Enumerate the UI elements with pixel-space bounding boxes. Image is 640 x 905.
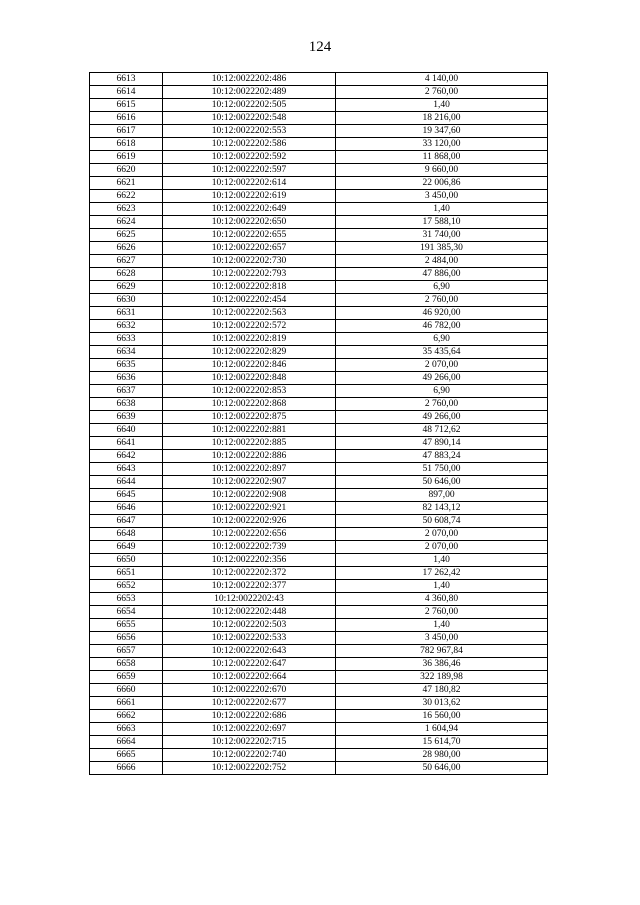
cadastral-number-cell: 10:12:0022202:503 xyxy=(163,619,336,632)
value-cell: 2 760,00 xyxy=(336,294,548,307)
table-row xyxy=(90,398,548,411)
value-cell: 19 347,60 xyxy=(336,125,548,138)
row-number-cell: 6634 xyxy=(90,346,163,359)
row-number-cell: 6616 xyxy=(90,112,163,125)
value-cell: 36 386,46 xyxy=(336,658,548,671)
row-number-cell: 6660 xyxy=(90,684,163,697)
cadastral-number-cell: 10:12:0022202:548 xyxy=(163,112,336,125)
table-row xyxy=(90,268,548,281)
cadastral-number-cell: 10:12:0022202:454 xyxy=(163,294,336,307)
table-row xyxy=(90,281,548,294)
cadastral-number-cell: 10:12:0022202:752 xyxy=(163,762,336,775)
row-number-cell: 6659 xyxy=(90,671,163,684)
cadastral-number-cell: 10:12:0022202:43 xyxy=(163,593,336,606)
row-number-cell: 6644 xyxy=(90,476,163,489)
table-row xyxy=(90,242,548,255)
row-number-cell: 6643 xyxy=(90,463,163,476)
table-row xyxy=(90,372,548,385)
row-number-cell: 6647 xyxy=(90,515,163,528)
table-row xyxy=(90,749,548,762)
cadastral-number-cell: 10:12:0022202:846 xyxy=(163,359,336,372)
value-cell: 3 450,00 xyxy=(336,190,548,203)
row-number-cell: 6635 xyxy=(90,359,163,372)
value-cell: 1,40 xyxy=(336,203,548,216)
row-number-cell: 6651 xyxy=(90,567,163,580)
table-row xyxy=(90,541,548,554)
value-cell: 33 120,00 xyxy=(336,138,548,151)
value-cell: 46 782,00 xyxy=(336,320,548,333)
table-row xyxy=(90,99,548,112)
cadastral-number-cell: 10:12:0022202:677 xyxy=(163,697,336,710)
table-row xyxy=(90,671,548,684)
row-number-cell: 6623 xyxy=(90,203,163,216)
table-row xyxy=(90,528,548,541)
row-number-cell: 6652 xyxy=(90,580,163,593)
table-row xyxy=(90,606,548,619)
row-number-cell: 6631 xyxy=(90,307,163,320)
value-cell: 4 360,80 xyxy=(336,593,548,606)
row-number-cell: 6625 xyxy=(90,229,163,242)
value-cell: 17 262,42 xyxy=(336,567,548,580)
value-cell: 49 266,00 xyxy=(336,411,548,424)
row-number-cell: 6624 xyxy=(90,216,163,229)
row-number-cell: 6630 xyxy=(90,294,163,307)
row-number-cell: 6645 xyxy=(90,489,163,502)
value-cell: 1,40 xyxy=(336,554,548,567)
row-number-cell: 6648 xyxy=(90,528,163,541)
table-row xyxy=(90,567,548,580)
value-cell: 47 180,82 xyxy=(336,684,548,697)
value-cell: 2 484,00 xyxy=(336,255,548,268)
table-row xyxy=(90,229,548,242)
cadastral-number-cell: 10:12:0022202:489 xyxy=(163,86,336,99)
cadastral-number-cell: 10:12:0022202:448 xyxy=(163,606,336,619)
value-cell: 2 070,00 xyxy=(336,359,548,372)
value-cell: 22 006,86 xyxy=(336,177,548,190)
row-number-cell: 6636 xyxy=(90,372,163,385)
cadastral-number-cell: 10:12:0022202:875 xyxy=(163,411,336,424)
cadastral-number-cell: 10:12:0022202:818 xyxy=(163,281,336,294)
table-row xyxy=(90,151,548,164)
value-cell: 48 712,62 xyxy=(336,424,548,437)
table-row xyxy=(90,294,548,307)
value-cell: 897,00 xyxy=(336,489,548,502)
value-cell: 49 266,00 xyxy=(336,372,548,385)
table-row xyxy=(90,359,548,372)
cadastral-number-cell: 10:12:0022202:647 xyxy=(163,658,336,671)
value-cell: 28 980,00 xyxy=(336,749,548,762)
value-cell: 1,40 xyxy=(336,99,548,112)
row-number-cell: 6620 xyxy=(90,164,163,177)
cadastral-number-cell: 10:12:0022202:793 xyxy=(163,268,336,281)
value-cell: 47 886,00 xyxy=(336,268,548,281)
value-cell: 6,90 xyxy=(336,385,548,398)
value-cell: 31 740,00 xyxy=(336,229,548,242)
table-row xyxy=(90,489,548,502)
cadastral-number-cell: 10:12:0022202:881 xyxy=(163,424,336,437)
table-row xyxy=(90,619,548,632)
row-number-cell: 6617 xyxy=(90,125,163,138)
table-row xyxy=(90,307,548,320)
cadastral-value-table xyxy=(89,72,548,775)
cadastral-number-cell: 10:12:0022202:926 xyxy=(163,515,336,528)
row-number-cell: 6664 xyxy=(90,736,163,749)
row-number-cell: 6621 xyxy=(90,177,163,190)
cadastral-number-cell: 10:12:0022202:650 xyxy=(163,216,336,229)
value-cell: 322 189,98 xyxy=(336,671,548,684)
table-row xyxy=(90,320,548,333)
cadastral-number-cell: 10:12:0022202:697 xyxy=(163,723,336,736)
value-cell: 82 143,12 xyxy=(336,502,548,515)
value-cell: 11 868,00 xyxy=(336,151,548,164)
table-row xyxy=(90,333,548,346)
table-row xyxy=(90,216,548,229)
cadastral-number-cell: 10:12:0022202:597 xyxy=(163,164,336,177)
cadastral-number-cell: 10:12:0022202:885 xyxy=(163,437,336,450)
table-row xyxy=(90,255,548,268)
row-number-cell: 6657 xyxy=(90,645,163,658)
table-row xyxy=(90,450,548,463)
cadastral-number-cell: 10:12:0022202:848 xyxy=(163,372,336,385)
value-cell: 191 385,30 xyxy=(336,242,548,255)
table-row xyxy=(90,593,548,606)
cadastral-number-cell: 10:12:0022202:656 xyxy=(163,528,336,541)
cadastral-number-cell: 10:12:0022202:619 xyxy=(163,190,336,203)
value-cell: 1,40 xyxy=(336,580,548,593)
value-cell: 51 750,00 xyxy=(336,463,548,476)
table-row xyxy=(90,203,548,216)
table-row xyxy=(90,645,548,658)
cadastral-number-cell: 10:12:0022202:655 xyxy=(163,229,336,242)
row-number-cell: 6656 xyxy=(90,632,163,645)
cadastral-number-cell: 10:12:0022202:886 xyxy=(163,450,336,463)
table-row xyxy=(90,723,548,736)
row-number-cell: 6646 xyxy=(90,502,163,515)
value-cell: 47 883,24 xyxy=(336,450,548,463)
row-number-cell: 6633 xyxy=(90,333,163,346)
row-number-cell: 6655 xyxy=(90,619,163,632)
cadastral-number-cell: 10:12:0022202:586 xyxy=(163,138,336,151)
table-body xyxy=(90,73,548,775)
cadastral-number-cell: 10:12:0022202:853 xyxy=(163,385,336,398)
table-row xyxy=(90,190,548,203)
value-cell: 2 070,00 xyxy=(336,541,548,554)
value-cell: 50 646,00 xyxy=(336,476,548,489)
cadastral-number-cell: 10:12:0022202:572 xyxy=(163,320,336,333)
row-number-cell: 6639 xyxy=(90,411,163,424)
table-row xyxy=(90,346,548,359)
value-cell: 4 140,00 xyxy=(336,73,548,86)
value-cell: 2 760,00 xyxy=(336,606,548,619)
value-cell: 1,40 xyxy=(336,619,548,632)
value-cell: 1 604,94 xyxy=(336,723,548,736)
row-number-cell: 6663 xyxy=(90,723,163,736)
row-number-cell: 6627 xyxy=(90,255,163,268)
cadastral-number-cell: 10:12:0022202:643 xyxy=(163,645,336,658)
cadastral-number-cell: 10:12:0022202:907 xyxy=(163,476,336,489)
row-number-cell: 6641 xyxy=(90,437,163,450)
row-number-cell: 6629 xyxy=(90,281,163,294)
table-row xyxy=(90,476,548,489)
value-cell: 18 216,00 xyxy=(336,112,548,125)
cadastral-number-cell: 10:12:0022202:533 xyxy=(163,632,336,645)
table-row xyxy=(90,502,548,515)
value-cell: 30 013,62 xyxy=(336,697,548,710)
table-row xyxy=(90,177,548,190)
table-row xyxy=(90,762,548,775)
value-cell: 9 660,00 xyxy=(336,164,548,177)
cadastral-number-cell: 10:12:0022202:730 xyxy=(163,255,336,268)
cadastral-number-cell: 10:12:0022202:486 xyxy=(163,73,336,86)
row-number-cell: 6658 xyxy=(90,658,163,671)
value-cell: 50 646,00 xyxy=(336,762,548,775)
cadastral-number-cell: 10:12:0022202:740 xyxy=(163,749,336,762)
value-cell: 6,90 xyxy=(336,281,548,294)
value-cell: 46 920,00 xyxy=(336,307,548,320)
cadastral-number-cell: 10:12:0022202:377 xyxy=(163,580,336,593)
value-cell: 35 435,64 xyxy=(336,346,548,359)
table-row xyxy=(90,697,548,710)
cadastral-number-cell: 10:12:0022202:563 xyxy=(163,307,336,320)
cadastral-number-cell: 10:12:0022202:908 xyxy=(163,489,336,502)
value-cell: 782 967,84 xyxy=(336,645,548,658)
value-cell: 16 560,00 xyxy=(336,710,548,723)
row-number-cell: 6650 xyxy=(90,554,163,567)
row-number-cell: 6649 xyxy=(90,541,163,554)
cadastral-number-cell: 10:12:0022202:819 xyxy=(163,333,336,346)
value-cell: 50 608,74 xyxy=(336,515,548,528)
cadastral-number-cell: 10:12:0022202:664 xyxy=(163,671,336,684)
cadastral-number-cell: 10:12:0022202:614 xyxy=(163,177,336,190)
row-number-cell: 6661 xyxy=(90,697,163,710)
cadastral-number-cell: 10:12:0022202:829 xyxy=(163,346,336,359)
table-row xyxy=(90,424,548,437)
cadastral-number-cell: 10:12:0022202:657 xyxy=(163,242,336,255)
table-row xyxy=(90,73,548,86)
row-number-cell: 6662 xyxy=(90,710,163,723)
cadastral-number-cell: 10:12:0022202:356 xyxy=(163,554,336,567)
table-row xyxy=(90,580,548,593)
page-number: 124 xyxy=(308,39,332,55)
table-row xyxy=(90,658,548,671)
row-number-cell: 6613 xyxy=(90,73,163,86)
cadastral-number-cell: 10:12:0022202:670 xyxy=(163,684,336,697)
row-number-cell: 6638 xyxy=(90,398,163,411)
row-number-cell: 6619 xyxy=(90,151,163,164)
cadastral-number-cell: 10:12:0022202:921 xyxy=(163,502,336,515)
table-row xyxy=(90,86,548,99)
table-row xyxy=(90,411,548,424)
row-number-cell: 6665 xyxy=(90,749,163,762)
value-cell: 15 614,70 xyxy=(336,736,548,749)
cadastral-number-cell: 10:12:0022202:372 xyxy=(163,567,336,580)
row-number-cell: 6640 xyxy=(90,424,163,437)
table-row xyxy=(90,554,548,567)
table-row xyxy=(90,710,548,723)
table-row xyxy=(90,437,548,450)
row-number-cell: 6622 xyxy=(90,190,163,203)
cadastral-number-cell: 10:12:0022202:505 xyxy=(163,99,336,112)
table-row xyxy=(90,515,548,528)
table-row xyxy=(90,385,548,398)
value-cell: 17 588,10 xyxy=(336,216,548,229)
value-cell: 47 890,14 xyxy=(336,437,548,450)
table-row xyxy=(90,138,548,151)
table-row xyxy=(90,125,548,138)
table-row xyxy=(90,684,548,697)
row-number-cell: 6618 xyxy=(90,138,163,151)
row-number-cell: 6653 xyxy=(90,593,163,606)
table-row xyxy=(90,632,548,645)
row-number-cell: 6626 xyxy=(90,242,163,255)
cadastral-number-cell: 10:12:0022202:686 xyxy=(163,710,336,723)
value-cell: 2 760,00 xyxy=(336,86,548,99)
value-cell: 2 070,00 xyxy=(336,528,548,541)
row-number-cell: 6666 xyxy=(90,762,163,775)
cadastral-number-cell: 10:12:0022202:553 xyxy=(163,125,336,138)
cadastral-number-cell: 10:12:0022202:897 xyxy=(163,463,336,476)
cadastral-number-cell: 10:12:0022202:739 xyxy=(163,541,336,554)
cadastral-number-cell: 10:12:0022202:868 xyxy=(163,398,336,411)
table-row xyxy=(90,112,548,125)
row-number-cell: 6615 xyxy=(90,99,163,112)
table-row xyxy=(90,164,548,177)
table-row xyxy=(90,463,548,476)
row-number-cell: 6614 xyxy=(90,86,163,99)
value-cell: 6,90 xyxy=(336,333,548,346)
row-number-cell: 6632 xyxy=(90,320,163,333)
cadastral-number-cell: 10:12:0022202:649 xyxy=(163,203,336,216)
table-row xyxy=(90,736,548,749)
row-number-cell: 6628 xyxy=(90,268,163,281)
value-cell: 3 450,00 xyxy=(336,632,548,645)
cadastral-number-cell: 10:12:0022202:715 xyxy=(163,736,336,749)
cadastral-number-cell: 10:12:0022202:592 xyxy=(163,151,336,164)
value-cell: 2 760,00 xyxy=(336,398,548,411)
row-number-cell: 6642 xyxy=(90,450,163,463)
row-number-cell: 6654 xyxy=(90,606,163,619)
row-number-cell: 6637 xyxy=(90,385,163,398)
